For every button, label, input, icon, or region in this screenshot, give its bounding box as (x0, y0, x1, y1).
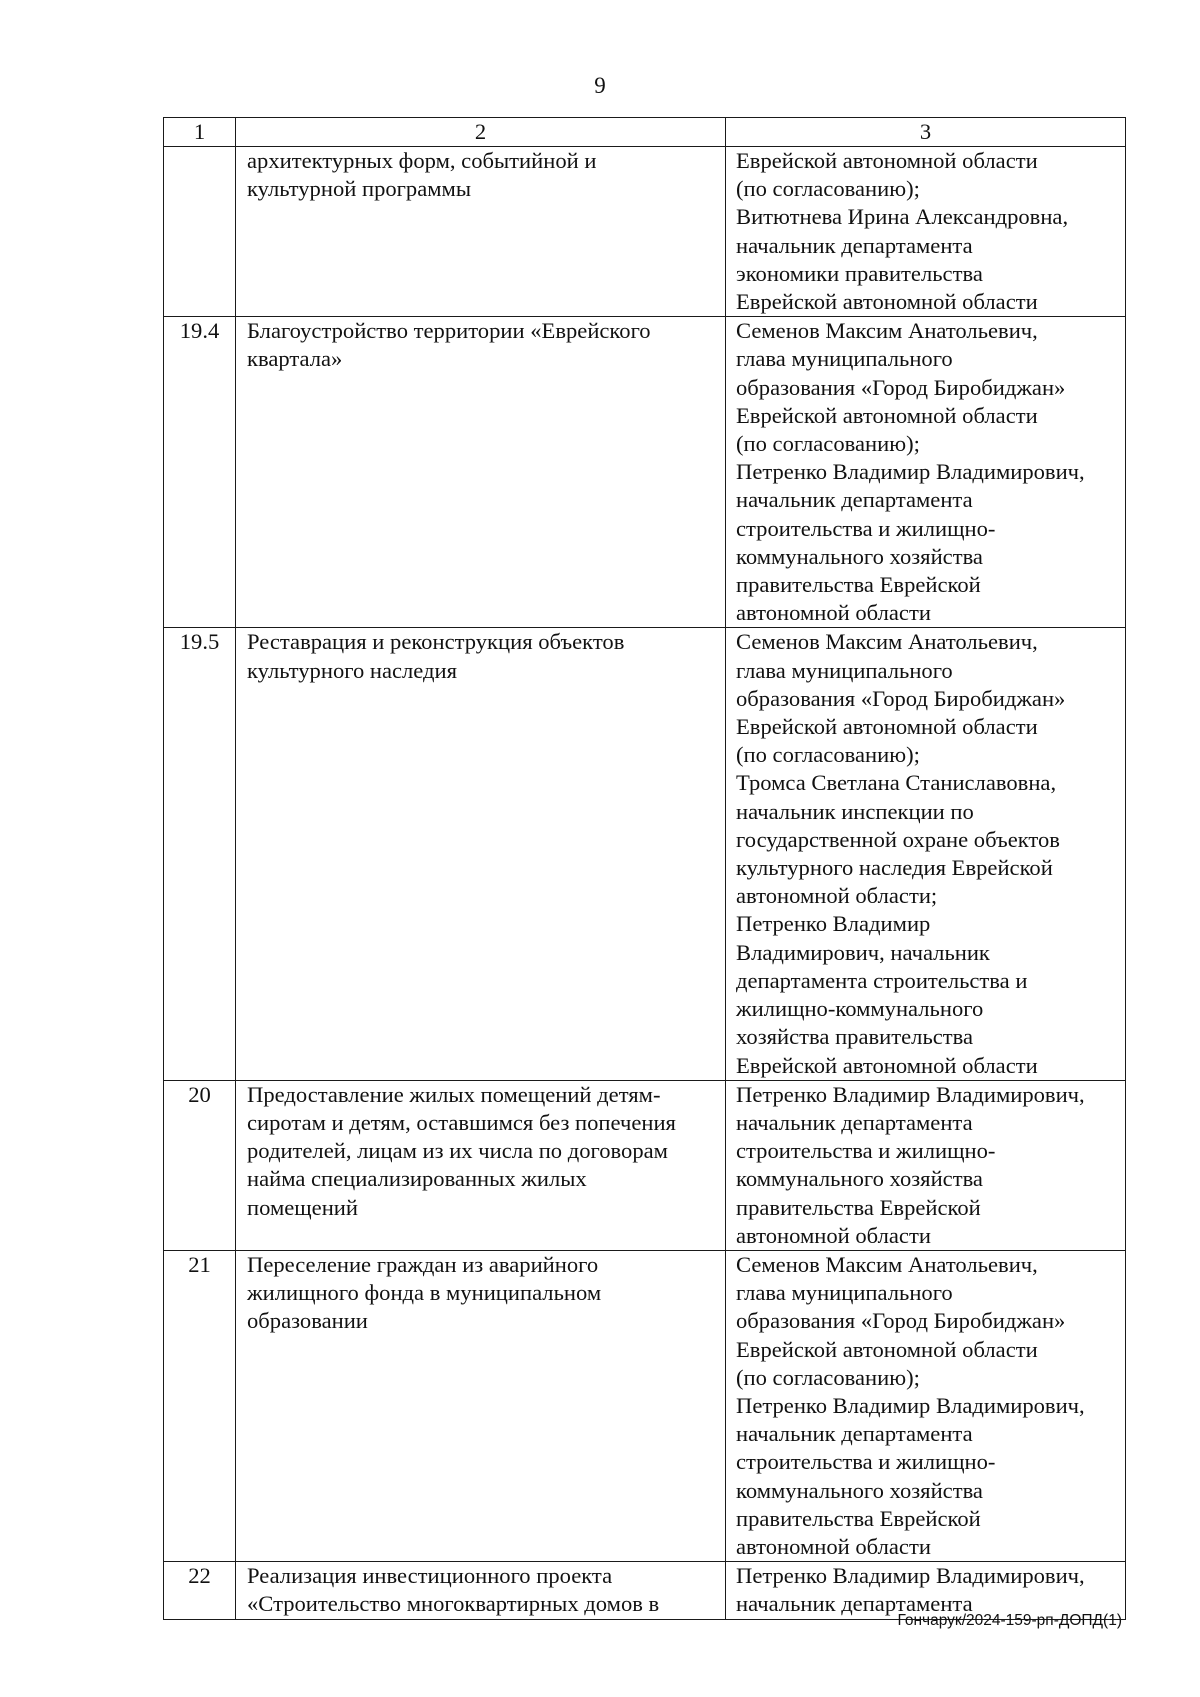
measure-text-line: «Строительство многоквартирных домов в (247, 1591, 660, 1617)
measure-text (236, 1250, 726, 1561)
measure-text-line: Реставрация и реконструкция объектов (247, 629, 625, 655)
responsible-line: образования «Город Биробиджан» (736, 1308, 1066, 1334)
responsible-line: Еврейской автономной области (736, 1052, 1038, 1078)
row-number: 20 (164, 1080, 236, 1250)
responsible-line: строительства и жилищно- (736, 515, 996, 541)
measure-text-line: сиротам и детям, оставшимся без попечения (247, 1109, 676, 1135)
document-code: Гончарук/2024-159-рп-ДОПД(1) (897, 1612, 1122, 1629)
responsible-line: автономной области (736, 600, 931, 626)
responsible-line: начальник департамента (736, 487, 973, 513)
responsible-text (726, 317, 1126, 628)
measure-text-line: жилищного фонда в муниципальном (247, 1280, 602, 1306)
measure-text-line: культурной программы (247, 176, 472, 202)
responsible-line: начальник инспекции по (736, 798, 974, 824)
responsible-line: Владимирович, начальник (736, 939, 990, 965)
responsible-line: образования «Город Биробиджан» (736, 685, 1066, 711)
responsible-line: Петренко Владимир Владимирович, (736, 1563, 1085, 1589)
row-number: 19.4 (164, 317, 236, 628)
measure-text-line: Переселение граждан из аварийного (247, 1251, 599, 1277)
responsible-line: коммунального хозяйства (736, 1166, 983, 1192)
responsible-line: глава муниципального (736, 657, 953, 683)
row-number: 19.5 (164, 628, 236, 1080)
assignments-table (163, 117, 1126, 1620)
responsible-line: жилищно-коммунального (736, 996, 984, 1022)
responsible-line: департамента строительства и (736, 967, 1028, 993)
measure-text-line: родителей, лицам из их числа по договорам (247, 1138, 668, 1164)
responsible-line: Тромса Светлана Станиславовна, (736, 770, 1057, 796)
responsible-line: автономной области (736, 1533, 931, 1559)
measure-text (236, 628, 726, 1080)
responsible-line: правительства Еврейской (736, 572, 981, 598)
responsible-line: правительства Еврейской (736, 1194, 981, 1220)
responsible-line: Витютнева Ирина Александровна, (736, 204, 1069, 230)
row-number: 22 (164, 1562, 236, 1619)
responsible-line: Еврейской автономной области (736, 1336, 1038, 1362)
responsible-line: культурного наследия Еврейской (736, 855, 1053, 881)
column-number-2: 2 (236, 118, 726, 147)
column-number-3: 3 (726, 118, 1126, 147)
measure-text-line: архитектурных форм, событийной и (247, 148, 597, 173)
responsible-line: (по согласованию); (736, 176, 920, 202)
responsible-line: хозяйства правительства (736, 1024, 974, 1050)
table-header-row (164, 118, 1126, 147)
measure-text (236, 1080, 726, 1250)
responsible-line: глава муниципального (736, 346, 953, 372)
responsible-line: Петренко Владимир (736, 911, 931, 937)
responsible-line: (по согласованию); (736, 431, 920, 457)
responsible-line: государственной охране объектов (736, 826, 1060, 852)
responsible-line: Еврейской автономной области (736, 289, 1038, 315)
responsible-line: правительства Еврейской (736, 1505, 981, 1531)
responsible-line: (по согласованию); (736, 742, 920, 768)
table-row (164, 1250, 1126, 1561)
row-number: 21 (164, 1250, 236, 1561)
responsible-line: автономной области; (736, 883, 938, 909)
responsible-line: Петренко Владимир Владимирович, (736, 1081, 1085, 1107)
measure-text-line: Благоустройство территории «Еврейского (247, 318, 651, 344)
table-row (164, 628, 1126, 1080)
responsible-line: начальник департамента (736, 232, 973, 258)
measure-text-line: культурного наследия (247, 657, 458, 683)
measure-text (236, 147, 726, 317)
responsible-line: Семенов Максим Анатольевич, (736, 1251, 1038, 1277)
measure-text-line: найма специализированных жилых (247, 1166, 587, 1192)
responsible-line: Петренко Владимир Владимирович, (736, 1392, 1085, 1418)
table-row (164, 1080, 1126, 1250)
responsible-line: экономики правительства (736, 260, 983, 286)
responsible-line: (по согласованию); (736, 1364, 920, 1390)
responsible-text (726, 1080, 1126, 1250)
table-row (164, 147, 1126, 317)
responsible-line: автономной области (736, 1222, 931, 1248)
measure-text-line: образовании (247, 1308, 368, 1334)
responsible-line: начальник департамента (736, 1421, 973, 1447)
responsible-line: образования «Город Биробиджан» (736, 374, 1066, 400)
responsible-line: строительства и жилищно- (736, 1449, 996, 1475)
responsible-line: начальник департамента (736, 1109, 973, 1135)
responsible-line: Семенов Максим Анатольевич, (736, 318, 1038, 344)
responsible-line: начальник департамента (736, 1591, 973, 1617)
measure-text-line: помещений (247, 1194, 358, 1220)
responsible-line: Еврейской автономной области (736, 148, 1038, 173)
responsible-text (726, 628, 1126, 1080)
responsible-line: Петренко Владимир Владимирович, (736, 459, 1085, 485)
measure-text-line: Реализация инвестиционного проекта (247, 1563, 613, 1589)
measure-text (236, 317, 726, 628)
measure-text-line: квартала» (247, 346, 343, 372)
responsible-text (726, 147, 1126, 317)
responsible-line: Семенов Максим Анатольевич, (736, 629, 1038, 655)
responsible-line: строительства и жилищно- (736, 1138, 996, 1164)
measure-text (236, 1562, 726, 1619)
page-number: 9 (594, 73, 606, 98)
row-number (164, 147, 236, 317)
table-row (164, 317, 1126, 628)
responsible-line: коммунального хозяйства (736, 543, 983, 569)
responsible-line: глава муниципального (736, 1280, 953, 1306)
responsible-line: Еврейской автономной области (736, 714, 1038, 740)
measure-text-line: Предоставление жилых помещений детям- (247, 1081, 661, 1107)
column-number-1: 1 (164, 118, 236, 147)
responsible-line: коммунального хозяйства (736, 1477, 983, 1503)
responsible-line: Еврейской автономной области (736, 402, 1038, 428)
responsible-text (726, 1250, 1126, 1561)
